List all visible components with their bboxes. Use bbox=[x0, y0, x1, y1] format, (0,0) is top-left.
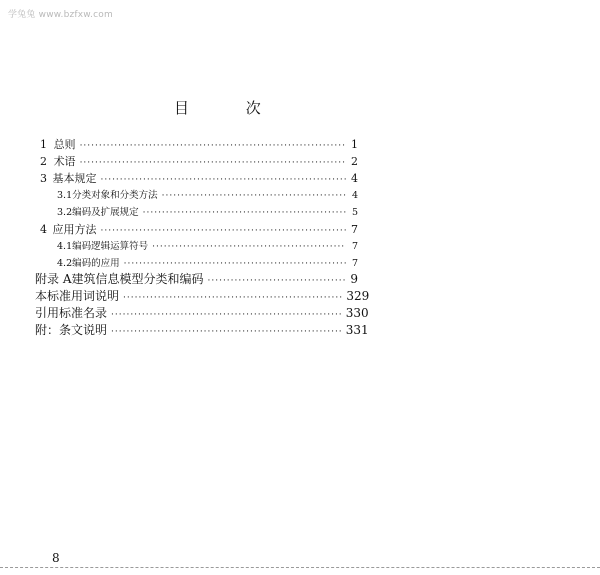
toc-entry[interactable] bbox=[35, 305, 369, 323]
toc-entry-page: 4 bbox=[351, 172, 358, 185]
dot-leader bbox=[80, 155, 346, 171]
dot-leader bbox=[111, 307, 342, 323]
toc-entry-number: 2 bbox=[40, 155, 47, 168]
toc-entry[interactable] bbox=[57, 239, 358, 255]
watermark: 学兔兔 www.bzfxw.com bbox=[8, 10, 113, 20]
toc-entry-page: 331 bbox=[345, 323, 369, 337]
toc-entry-page: 2 bbox=[351, 155, 358, 168]
toc-entry-label: 本标准用词说明 bbox=[35, 289, 120, 303]
dot-leader bbox=[143, 205, 346, 221]
toc-entry-number: 3.1 bbox=[57, 190, 73, 201]
toc-entry[interactable] bbox=[57, 188, 358, 204]
toc-entry-page: 1 bbox=[351, 138, 358, 151]
toc-entry-page: 7 bbox=[351, 223, 358, 236]
dot-leader bbox=[111, 324, 342, 340]
toc-entry-label: 附：条文说明 bbox=[35, 323, 108, 337]
dot-leader bbox=[124, 256, 346, 272]
toc-entry-label: 编码的应用 bbox=[72, 258, 120, 269]
toc-entry[interactable] bbox=[35, 288, 370, 306]
toc-entry[interactable] bbox=[57, 256, 358, 272]
toc-entry[interactable] bbox=[35, 322, 369, 340]
toc-entry[interactable] bbox=[40, 222, 358, 239]
toc-entry-page: 7 bbox=[351, 241, 358, 252]
footer-rule bbox=[0, 567, 600, 568]
dot-leader bbox=[162, 188, 346, 204]
page-number: 8 bbox=[52, 551, 60, 565]
dot-leader bbox=[123, 290, 342, 306]
toc-entry[interactable] bbox=[35, 271, 358, 289]
toc-entry[interactable] bbox=[40, 137, 358, 154]
toc-entry-label: 引用标准名录 bbox=[35, 306, 108, 320]
toc-entry-number: 4.1 bbox=[57, 241, 73, 252]
toc-entry-label: 编码逻辑运算符号 bbox=[72, 241, 149, 252]
toc-entry-label: 建筑信息模型分类和编码 bbox=[71, 272, 204, 286]
toc-entry-label: 应用方法 bbox=[52, 223, 97, 236]
toc-entry-label: 分类对象和分类方法 bbox=[72, 190, 158, 201]
page-title: 目 次 bbox=[174, 99, 287, 117]
toc-entry-page: 9 bbox=[350, 272, 358, 286]
toc-entry-number: 3.2 bbox=[57, 207, 73, 218]
dot-leader bbox=[80, 138, 346, 154]
toc-entry[interactable] bbox=[40, 171, 358, 188]
toc-entry-label: 总则 bbox=[53, 138, 76, 151]
toc-entry-number: 附录 A bbox=[35, 272, 72, 286]
toc-entry-label: 基本规定 bbox=[52, 172, 97, 185]
toc-entry-number: 4.2 bbox=[57, 258, 73, 269]
toc-entry-number: 4 bbox=[40, 223, 47, 236]
dot-leader bbox=[100, 172, 346, 188]
toc-entry-page: 7 bbox=[351, 258, 358, 269]
toc-entry[interactable] bbox=[57, 205, 358, 221]
toc-entry-label: 编码及扩展规定 bbox=[72, 207, 139, 218]
dot-leader bbox=[100, 223, 346, 239]
toc-entry-page: 330 bbox=[345, 306, 369, 320]
toc-entry[interactable] bbox=[40, 154, 358, 171]
dot-leader bbox=[152, 239, 346, 255]
dot-leader bbox=[208, 273, 347, 289]
toc-entry-label: 术语 bbox=[53, 155, 76, 168]
toc-entry-page: 4 bbox=[351, 190, 358, 201]
toc-entry-page: 5 bbox=[351, 207, 358, 218]
toc-entry-page: 329 bbox=[346, 289, 370, 303]
toc-entry-number: 3 bbox=[40, 172, 47, 185]
toc-entry-number: 1 bbox=[40, 138, 47, 151]
